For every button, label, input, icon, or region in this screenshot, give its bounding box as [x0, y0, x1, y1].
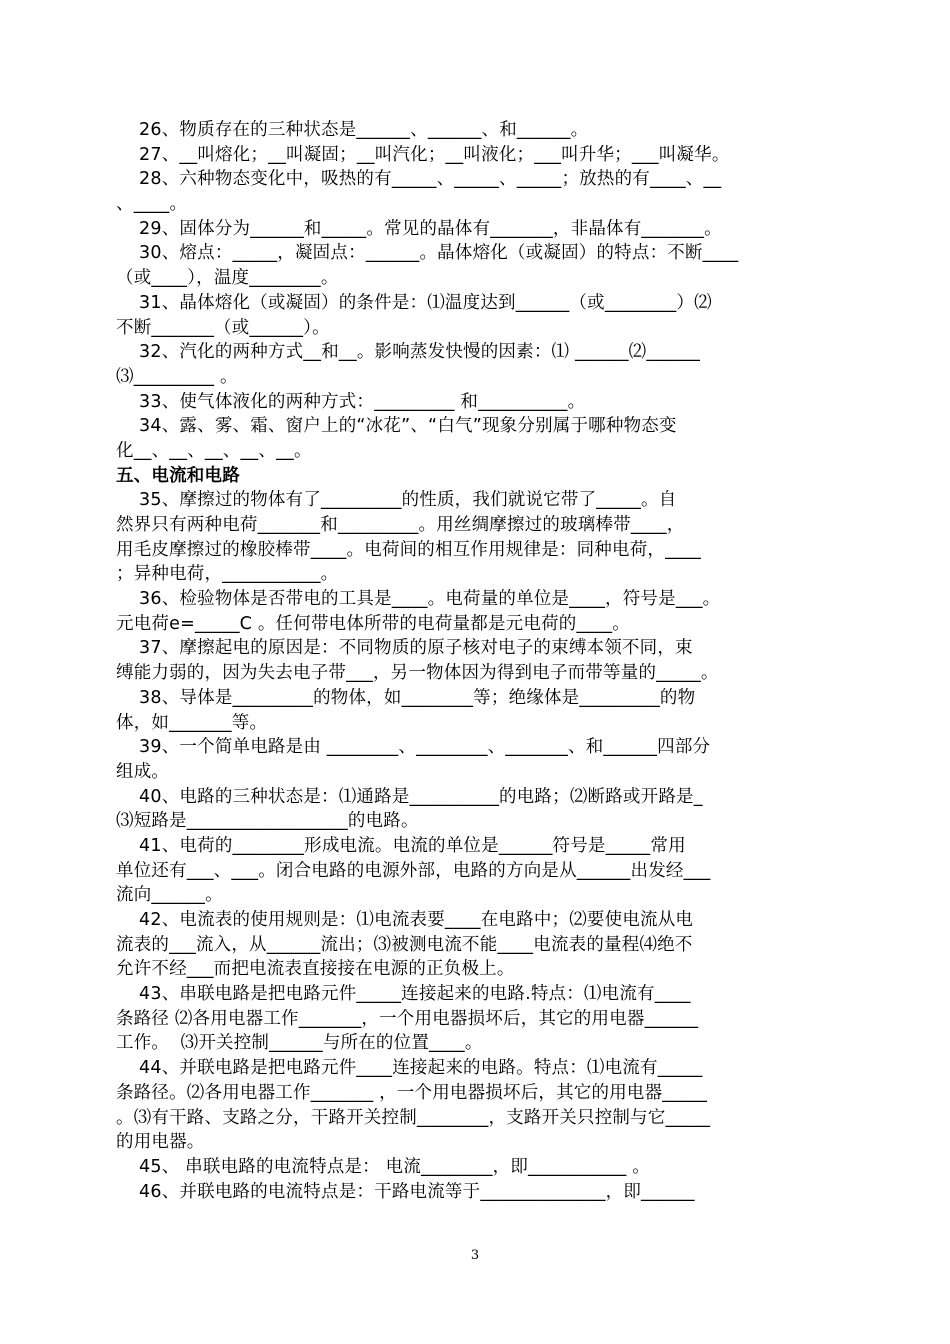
text-line: 组成。 [116, 761, 170, 782]
text-line: 34、露、雾、霜、窗户上的“冰花”、“白气”现象分别属于哪种物态变 [116, 416, 677, 437]
text-line: ⑶_________ 。 [116, 366, 238, 387]
text-line: 元电荷e=_____C 。任何带电体所带的电荷量都是元电荷的____。 [116, 613, 630, 634]
text-line: 不断_______（或______）。 [116, 317, 330, 338]
text-line: 28、六种物态变化中，吸热的有_____、_____、_____；放热的有____、__ [116, 169, 722, 190]
section-heading: 五、电流和电路 [116, 465, 240, 486]
text-line: 流表的___流入，从______流出；⑶被测电流不能____电流表的量程⑷绝不 [116, 934, 693, 955]
text-line: 39、一个简单电路是由 ________、________、_______、和______四部分 [116, 737, 711, 758]
text-line: 然界只有两种电荷_______和_________。用丝绸摩擦过的玻璃棒带____， [116, 515, 685, 535]
text-line: 。⑶有干路、支路之分，干路开关控制________，支路开关只控制与它_____ [116, 1107, 711, 1128]
text-line: 用毛皮摩擦过的橡胶棒带____。电荷间的相互作用规律是：同种电荷，____ [116, 539, 701, 560]
text-line: 41、电荷的________形成电流。电流的单位是______符号是_____常用 [116, 835, 686, 856]
text-line: 体，如_______等。 [116, 712, 268, 733]
text-line: ⑶短路是__________________的电路。 [116, 811, 419, 832]
text-line: 35、摩擦过的物体有了_________的性质，我们就说它带了_____。自 [116, 490, 677, 511]
text-line: 36、检验物体是否带电的工具是____。电荷量的单位是____，符号是___。 [116, 589, 721, 610]
text-line: 44、并联电路是把电路元件____连接起来的电路。特点：⑴电流有_____ [116, 1058, 703, 1079]
text-line: 30、熔点：_____，凝固点：______。晶体熔化（或凝固）的特点：不断____ [116, 243, 739, 264]
text-line: 42、电流表的使用规则是：⑴电流表要____在电路中；⑵要使电流从电 [116, 910, 694, 930]
text-line: 允许不经___而把电流表直接接在电源的正负极上。 [116, 959, 515, 980]
text-line: 缚能力弱的，因为失去电子带___，另一物体因为得到电子而带等量的_____。 [116, 663, 719, 684]
text-line: 26、物质存在的三种状态是______、______、和______。 [116, 120, 589, 140]
text-line: 条路径。⑵各用电器工作_______ ，一个用电器损坏后，其它的用电器_____ [116, 1082, 708, 1103]
text-line: 流向______。 [116, 885, 223, 906]
document-body [116, 118, 838, 1204]
text-line: 31、晶体熔化（或凝固）的条件是：⑴温度达到______（或________）⑵ [116, 292, 712, 313]
text-line: 工作。 ⑶开关控制______与所在的位置____。 [116, 1033, 483, 1054]
text-line: 45、 串联电路的电流特点是： 电流________，即___________ 。 [116, 1156, 650, 1177]
text-line: 单位还有___、___。闭合电路的电源外部，电路的方向是从______出发经___ [116, 860, 711, 881]
text-line: 29、固体分为______和_____。常见的晶体有_______，非晶体有_______。 [116, 218, 722, 239]
text-line: 32、汽化的两种方式__和__。影响蒸发快慢的因素：⑴ ______⑵______ [116, 342, 701, 363]
text-line: 化__、__、__、__、__。 [116, 440, 312, 461]
text-line: 46、并联电路的电流特点是：干路电流等于______________，即______ [116, 1181, 695, 1202]
text-line: （或____），温度________。 [116, 268, 339, 289]
text-line: 条路径 ⑵各用电器工作_______，一个用电器损坏后，其它的用电器______ [116, 1008, 699, 1029]
text-line: 33、使气体液化的两种方式：_________ 和__________。 [116, 391, 586, 412]
text-line: 43、串联电路是把电路元件_____连接起来的电路.特点：⑴电流有____ [116, 984, 691, 1005]
text-line: ；异种电荷，___________。 [116, 564, 339, 585]
text-line: 、____。 [116, 194, 188, 215]
text-line: 38、导体是_________的物体，如________等；绝缘体是_________的物 [116, 687, 696, 708]
text-line: 40、电路的三种状态是：⑴通路是__________的电路；⑵断路或开路是_ [116, 786, 703, 807]
text-line: 的用电器。 [116, 1132, 205, 1153]
text-line: 27、__叫熔化；__叫凝固；__叫汽化；__叫液化；___叫升华；___叫凝华。 [116, 144, 730, 165]
text-line: 37、摩擦起电的原因是：不同物质的原子核对电子的束缚本领不同，束 [116, 638, 693, 659]
page-number: 3 [470, 1248, 480, 1263]
